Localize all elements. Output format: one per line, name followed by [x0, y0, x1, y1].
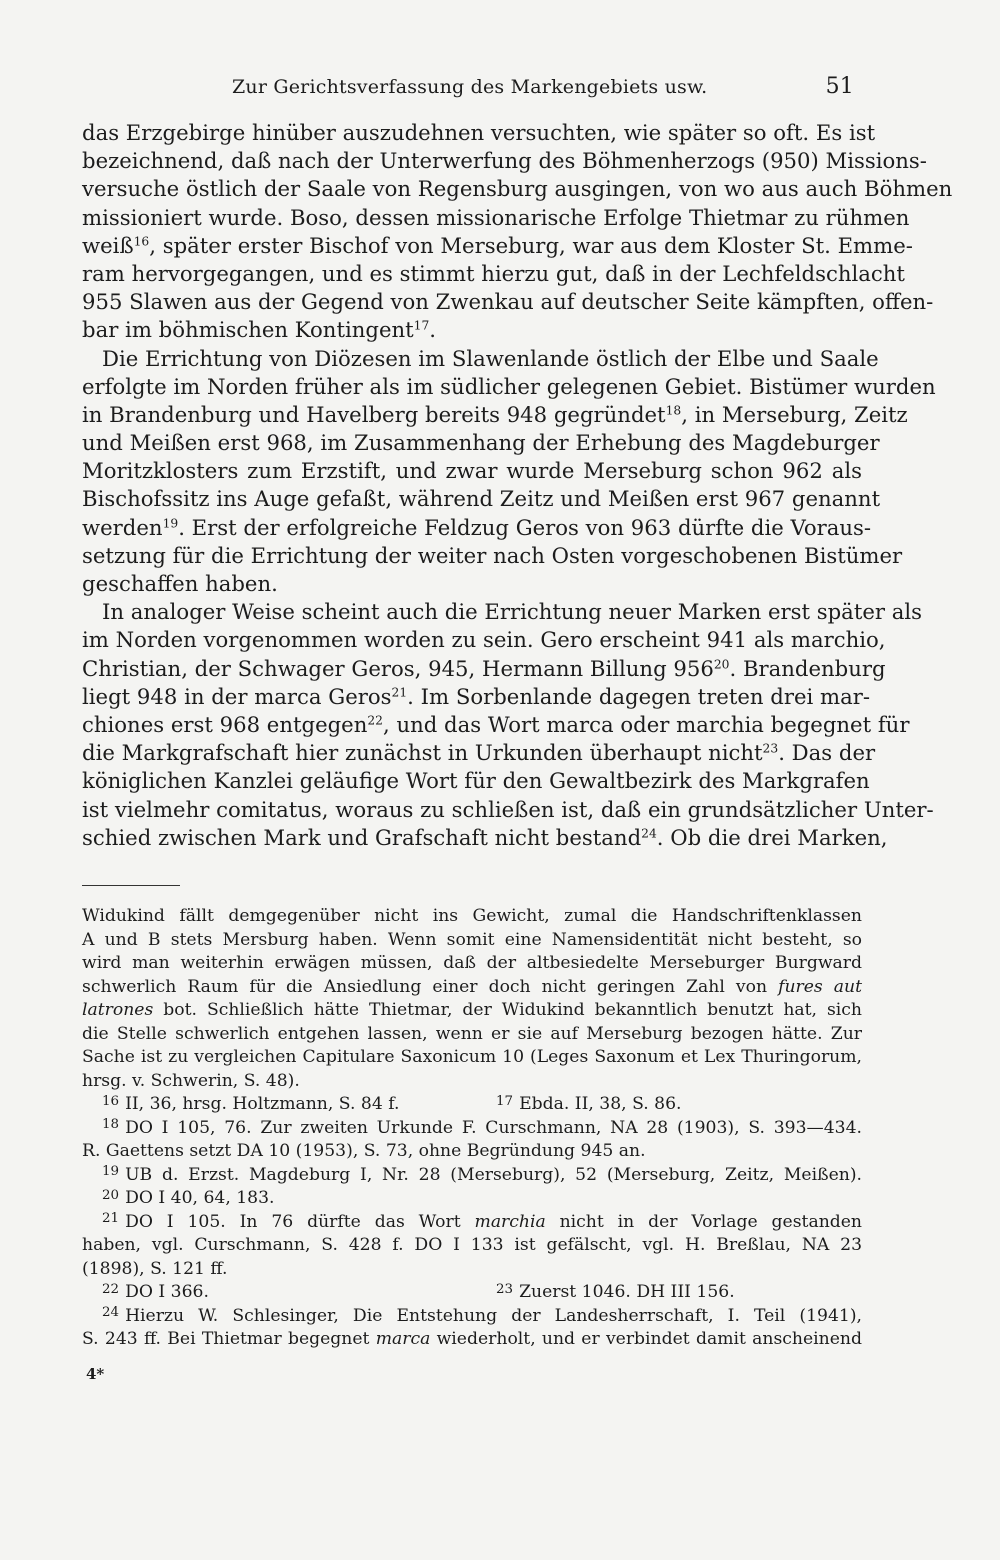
footnote-ref: 20: [713, 657, 730, 672]
text-line: chiones erst 968 entgegen$^{22}$, und das Wort marca oder marchia begegnet für: [82, 711, 910, 737]
footnote-18: $^{18}$ DO I 105, 76. Zur zweiten Urkunde F. Curschmann, NA 28 (1903), S. 393—434.: [102, 1117, 862, 1138]
running-head-title: Zur Gerichtsverfassung des Markengebiets usw.: [232, 76, 708, 98]
footnote-number: 23: [496, 1281, 514, 1297]
text-line: Moritzklosters zum Erzstift, und zwar wurde Merseburg schon 962 als: [82, 458, 862, 484]
footnote-20: $^{20}$ DO I 40, 64, 183.: [102, 1187, 275, 1208]
running-head: [82, 72, 854, 106]
text-line: missioniert wurde. Boso, dessen missionarische Erfolge Thietmar zu rühmen: [82, 204, 910, 230]
text-line: Christian, der Schwager Geros, 945, Hermann Billung $956^{20}$. Brandenburg: [82, 655, 886, 681]
footnote-line: latrones bot. Schließlich hätte Thietmar, der Widukind bekanntlich benutzt hat, sich: [82, 1000, 862, 1020]
footnote-ref: 17: [413, 318, 430, 333]
footnote-number: 16: [102, 1093, 120, 1109]
text-line: schied zwischen Mark und Grafschaft nicht bestand$^{24}$. Ob die drei Marken,: [82, 824, 888, 850]
footnote-line: haben, vgl. Curschmann, S. 428 f. DO I 133 ist gefälscht, vgl. H. Breßlau, NA 23: [82, 1235, 862, 1255]
printer-signature: 4*: [86, 1365, 105, 1383]
footnote-line: R. Gaettens setzt DA 10 (1953), S. 73, ohne Begründung 945 an.: [82, 1141, 646, 1161]
footnote-24: $^{24}$ Hierzu W. Schlesinger, Die Entstehung der Landesherrschaft, I. Teil (1941),: [102, 1305, 862, 1326]
text-line: liegt 948 in der marca Geros$^{21}$. Im Sorbenlande dagegen treten drei mar-: [82, 683, 871, 709]
text-line: ist vielmehr comitatus, woraus zu schließen ist, daß ein grundsätzlicher Unter-: [82, 796, 934, 822]
footnote-line: Widukind fällt demgegenüber nicht ins Gewicht, zumal die Handschriftenklassen: [82, 906, 862, 926]
text-line: werden$^{19}$. Erst der erfolgreiche Feldzug Geros von 963 dürfte die Voraus-: [82, 514, 872, 540]
text-line: und Meißen erst 968, im Zusammenhang der Erhebung des Magdeburger: [82, 430, 880, 456]
footnote-line: die Stelle schwerlich entgehen lassen, wenn er sie auf Merseburg bezogen hätte. Zur: [82, 1023, 862, 1044]
footnote-number: 20: [102, 1187, 120, 1203]
text-line: im Norden vorgenommen worden zu sein. Gero erscheint 941 als marchio,: [82, 627, 886, 653]
text-line: weiß$^{16}$, später erster Bischof von Merseburg, war aus dem Kloster St. Emme-: [82, 232, 913, 258]
footnote-ref: 16: [133, 234, 150, 249]
footnote-ref: 22: [367, 713, 383, 728]
footnote-ref: 21: [391, 685, 408, 700]
footnote-line: hrsg. v. Schwerin, S. 48).: [82, 1070, 300, 1091]
footnote-divider: [82, 885, 180, 886]
text-line: die Markgrafschaft hier zunächst in Urkunden überhaupt nicht$^{23}$. Das der: [82, 740, 876, 766]
footnote-line: wird man weiterhin erwägen müssen, daß der altbesiedelte Merseburger Burgward: [82, 953, 862, 973]
footnote-number: 22: [102, 1281, 120, 1297]
text-line: In analoger Weise scheint auch die Errichtung neuer Marken erst später als: [102, 599, 923, 625]
text-line: königlichen Kanzlei geläufige Wort für den Gewaltbezirk des Markgrafen: [82, 768, 870, 794]
footnote-number: 18: [102, 1117, 120, 1133]
main-text: [82, 119, 953, 852]
footnote-21: $^{21}$ DO I 105. In 76 dürfte das Wort marchia nicht in der Vorlage gestanden: [102, 1211, 863, 1232]
footnote-22-23: $^{22}$ DO I 366. $^{23}$ Zuerst 1046. DH III 156.: [102, 1281, 735, 1302]
footnote-number: 17: [496, 1093, 514, 1109]
page-number: 51: [825, 74, 854, 99]
footnote-number: 24: [102, 1305, 120, 1321]
text-line: bezeichnend, daß nach der Unterwerfung des Böhmenherzogs (950) Missions-: [82, 148, 927, 174]
footnote-line: A und B stets Mersburg haben. Wenn somit eine Namensidentität nicht besteht, so: [82, 929, 862, 950]
footnote-16-17: $^{16}$ II, 36, hrsg. Holtzmann, S. 84 f. $^{17}$ Ebda. II, 38, S. 86.: [102, 1093, 682, 1114]
footnote-line: Sache ist zu vergleichen Capitulare Saxonicum 10 (Leges Saxonum et Lex Thuringorum,: [82, 1047, 862, 1067]
footnotes: [82, 905, 862, 1352]
footnote-19: $^{19}$ UB d. Erzst. Magdeburg I, Nr. 28 (Merseburg), 52 (Merseburg, Zeitz, Meißen).: [102, 1164, 862, 1185]
text-line: erfolgte im Norden früher als im südlicher gelegenen Gebiet. Bistümer wurden: [82, 373, 936, 399]
footnote-number: 21: [102, 1211, 120, 1227]
text-line: ram hervorgegangen, und es stimmt hierzu gut, daß in der Lechfeldschlacht: [82, 260, 905, 286]
text-line: in Brandenburg und Havelberg bereits 948 gegründet$^{18}$, in Merseburg, Zeitz: [82, 401, 908, 427]
text-line: Die Errichtung von Diözesen im Slawenlande östlich der Elbe und Saale: [102, 345, 879, 371]
text-line: setzung für die Errichtung der weiter nach Osten vorgeschobenen Bistümer: [82, 542, 903, 568]
text-line: Bischofssitz ins Auge gefaßt, während Zeitz und Meißen erst 967 genannt: [82, 486, 881, 512]
text-line: 955 Slawen aus der Gegend von Zwenkau auf deutscher Seite kämpften, offen-: [82, 289, 934, 315]
text-line: geschaffen haben.: [82, 571, 278, 596]
text-line: versuche östlich der Saale von Regensburg ausgingen, von wo aus auch Böhmen: [82, 176, 953, 202]
footnote-ref: 24: [641, 826, 657, 841]
text-line: bar im böhmischen Kontingent$^{17}$.: [82, 317, 437, 343]
footnote-ref: 19: [162, 516, 179, 531]
footnote-ref: 18: [665, 403, 682, 418]
footnote-ref: 23: [762, 741, 779, 756]
footnote-number: 19: [102, 1164, 120, 1180]
footnote-line: schwerlich Raum für die Ansiedlung einer doch nicht geringen Zahl von fures aut: [82, 976, 862, 997]
footnote-line: S. 243 ff. Bei Thietmar begegnet marca wiederholt, und er verbindet damit anscheinend: [82, 1329, 862, 1349]
text-line: das Erzgebirge hinüber auszudehnen versuchten, wie später so oft. Es ist: [82, 120, 876, 145]
footnote-line: (1898), S. 121 ff.: [82, 1258, 228, 1279]
